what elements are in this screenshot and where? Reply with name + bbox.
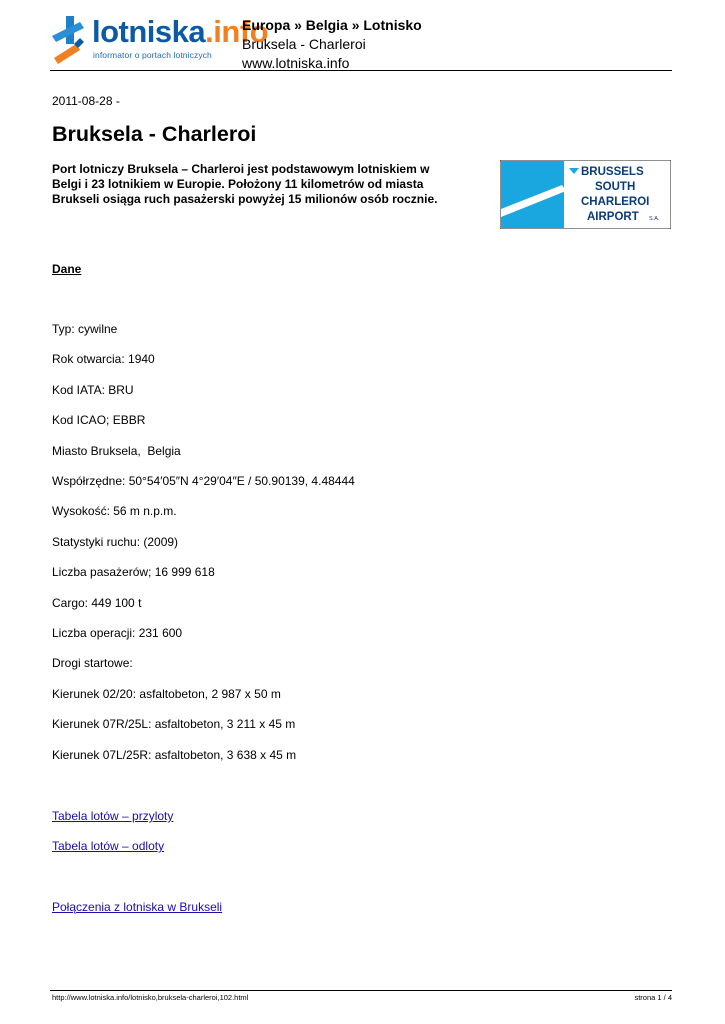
header-divider: [50, 70, 672, 71]
header-subtitle: Bruksela - Charleroi: [242, 36, 366, 52]
airport-logo-line-2: SOUTH: [595, 181, 636, 193]
post-date: 2011-08-28 -: [52, 94, 120, 108]
data-field: Miasto Bruksela, Belgia: [52, 443, 181, 458]
airport-logo: [500, 160, 671, 229]
data-field: Wysokość: 56 m n.p.m.: [52, 504, 177, 519]
data-field: Statystyki ruchu: (2009): [52, 534, 179, 549]
link-2[interactable]: Tabela lotów – odloty: [52, 839, 165, 853]
logo-wordmark: lotniska.info: [92, 14, 269, 49]
data-field: Liczba operacji: 231 600: [52, 626, 183, 640]
page-title: Bruksela - Charleroi: [52, 122, 257, 146]
data-field: Kierunek 02/20: asfaltobeton, 2 987 x 50 m: [52, 686, 281, 701]
data-field: Cargo: 449 100 t: [52, 595, 142, 610]
header-info: [242, 16, 422, 73]
data-field: Kierunek 07L/25R: asfaltobeton, 3 638 x 45 m: [52, 747, 297, 762]
airport-logo-line-1: BRUSSELS: [581, 166, 644, 178]
logo-tagline: informator o portach lotniczych: [93, 50, 212, 60]
airport-logo-suffix: S.A.: [649, 216, 660, 222]
intro-paragraph: Port lotniczy Bruksela – Charleroi jest podstawowym lotniskiem w Belgi i 23 lotnikiem w Europie. Położony 11 kilometrów od miasta Brukseli osiąga ruch pasażerski powyżej 15 milionów osób rocznie.: [52, 162, 438, 206]
data-field: Kierunek 07R/25L: asfaltobeton, 3 211 x 45 m: [52, 717, 296, 732]
link-3[interactable]: Połączenia z lotniska w Brukseli: [52, 900, 223, 914]
data-field: Typ: cywilne: [52, 322, 118, 336]
footer-divider: [50, 990, 672, 991]
footer-page-number: strona 1 / 4: [634, 993, 672, 1002]
breadcrumb: Europa » Belgia » Lotnisko: [242, 17, 422, 33]
section-heading-dane: Dane: [52, 262, 82, 276]
link-1[interactable]: Tabela lotów – przyloty: [52, 809, 174, 823]
footer-url: http://www.lotniska.info/lotnisko,bruksela-charleroi,102.html: [52, 993, 249, 1002]
data-field: Liczba pasażerów; 16 999 618: [52, 565, 215, 580]
airport-logo-line-4: AIRPORT: [587, 211, 639, 223]
data-field: Kod IATA: BRU: [52, 382, 134, 397]
data-field: Współrzędne: 50°54′05″N 4°29′04″E / 50.90139, 4.48444: [52, 474, 355, 488]
plane-tail-icon: [50, 14, 90, 64]
data-field: Rok otwarcia: 1940: [52, 352, 155, 367]
header-site: www.lotniska.info: [242, 55, 350, 71]
site-logo[interactable]: [50, 14, 269, 64]
data-field: Kod ICAO; EBBR: [52, 413, 146, 428]
airport-logo-line-3: CHARLEROI: [581, 196, 650, 208]
data-field: Drogi startowe:: [52, 656, 133, 671]
